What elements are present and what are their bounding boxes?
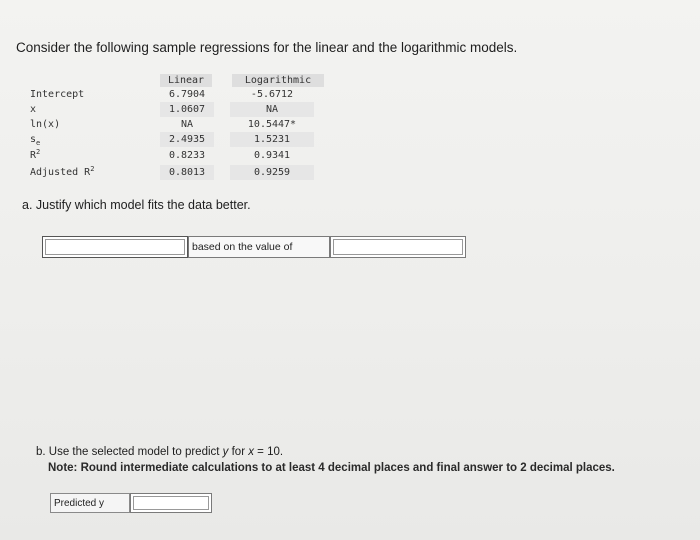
log-value: 0.9341 [253,150,291,161]
linear-value: 2.4935 [160,132,214,147]
row-label: Intercept [30,89,85,100]
row-label: x [30,104,37,115]
predicted-y-label: Predicted y [50,493,130,513]
predicted-y-row [50,493,214,515]
criterion-select-value [333,239,463,255]
row-label: $R^2$ [30,148,41,161]
row-label: Adjusted $R^2$ [30,165,95,178]
based-on-label: based on the value of [188,236,330,258]
header-linear: Linear [160,74,212,87]
model-select[interactable] [42,236,188,258]
log-value: NA [230,102,314,117]
rounding-note: Note: Round intermediate calculations to at least 4 decimal places and final answer to 2 decimal places. [48,462,615,474]
part-a-question: a. Justify which model fits the data better. [22,198,251,212]
predicted-y-input[interactable] [130,493,212,513]
linear-value: 6.7904 [168,89,206,100]
log-value: 0.9259 [230,165,314,180]
row-label: ln(x) [30,119,61,130]
log-value: 10.5447* [247,119,297,130]
linear-value: NA [180,119,194,130]
part-a-answer-row [42,236,468,260]
linear-value: 0.8233 [168,150,206,161]
part-b-question: b. Use the selected model to predict y for x = 10. [36,446,284,458]
intro-text: Consider the following sample regressions for the linear and the logarithmic models. [16,40,518,55]
linear-value: 0.8013 [160,165,214,180]
header-logarithmic: Logarithmic [232,74,324,87]
model-select-value [45,239,185,255]
log-value: 1.5231 [230,132,314,147]
table-header [160,74,320,87]
log-value: -5.6712 [250,89,294,100]
predicted-y-inner [133,496,209,510]
linear-value: 1.0607 [160,102,214,117]
criterion-select[interactable] [330,236,466,258]
row-label: $s_e$ [30,134,41,147]
